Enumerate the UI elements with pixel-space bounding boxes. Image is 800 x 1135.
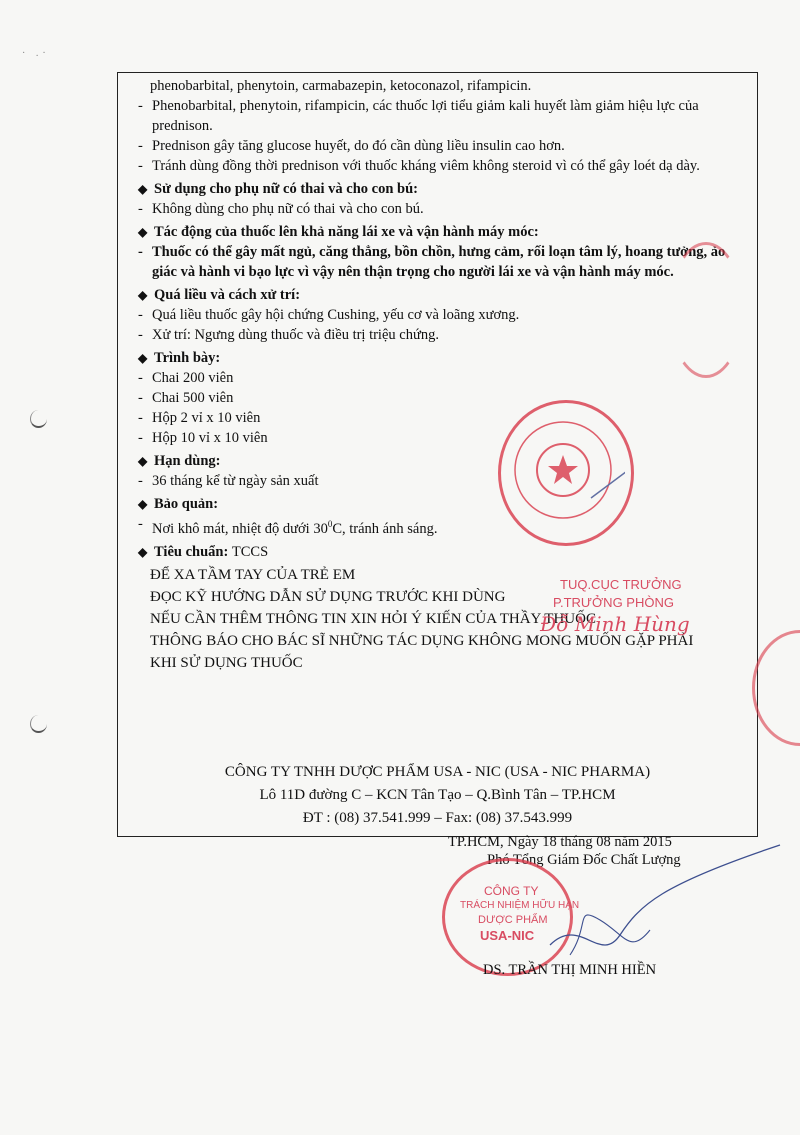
heading-presentation: ◆ Trình bày: [138,350,221,366]
company-address: Lô 11D đường C – KCN Tân Tạo – Q.Bình Tân – TP.HCM [259,787,616,803]
company-seal-line4: USA-NIC [480,928,535,943]
list-item: - Hộp 2 vỉ x 10 viên [138,410,261,426]
list-item: - Thuốc có thể gây mất ngủ, căng thẳng, bồn chồn, hưng cảm, rối loạn tâm lý, hoang tưởng, ảo giác và hành vi bạo lực vì vậy nên thận trọng cho người lái xe và vận hành máy móc. [138,244,726,280]
heading-overdose: ◆ Quá liều và cách xử trí: [138,287,301,303]
company-seal-line2: TRÁCH NHIỆM HỮU HẠN [460,900,580,911]
partial-seal-edge [752,630,800,746]
heading-standard: ◆ Tiêu chuẩn: TCCS [138,543,269,560]
warning-line: NẾU CẦN THÊM THÔNG TIN XIN HỎI Ý KIẾN CỦA THẦY THUỐC [150,610,596,627]
list-item: - Chai 200 viên [138,370,234,386]
list-item: - 36 tháng kể từ ngày sản xuất [138,473,319,489]
interaction-item: - Prednison gây tăng glucose huyết, do đó cần dùng liều insulin cao hơn. [138,138,565,154]
approval-line1: TUQ.CỤC TRƯỞNG [560,577,682,592]
ministry-seal [498,400,634,546]
warning-line: THÔNG BÁO CHO BÁC SĨ NHỮNG TÁC DỤNG KHÔNG MONG MUỐN GẶP PHẢI [150,632,694,649]
signature-date: TP.HCM, Ngày 18 tháng 08 năm 2015 [448,834,672,850]
list-item: - Nơi khô mát, nhiệt độ dưới $30^0C$, tránh ánh sáng. [138,516,438,537]
corner-mark: · .· [22,48,50,59]
signature-name: DS. TRẦN THỊ MINH HIỀN [483,962,657,978]
diamond-bullet-icon: ◆ [138,544,148,559]
signature-title: Phó Tổng Giám Đốc Chất Lượng [487,852,681,868]
diamond-bullet-icon: ◆ [138,225,148,239]
list-item: - Quá liều thuốc gây hội chứng Cushing, yếu cơ và loãng xương. [138,307,520,323]
heading-pregnancy: ◆ Sử dụng cho phụ nữ có thai và cho con bú: [138,181,418,197]
diamond-bullet-icon: ◆ [138,182,148,196]
company-seal-line1: CÔNG TY [484,884,539,898]
warning-line: ĐỌC KỸ HƯỚNG DẪN SỬ DỤNG TRƯỚC KHI DÙNG [150,588,506,605]
interaction-line-cont: phenobarbital, phenytoin, carmabazepin, ketoconazol, rifampicin. [150,78,532,94]
interaction-item: - Phenobarbital, phenytoin, rifampicin, các thuốc lợi tiểu giảm kali huyết làm giảm hiệu lực của prednison. [138,98,699,134]
approval-signer: Đỗ Minh Hùng [540,612,690,636]
approval-line2: P.TRƯỞNG PHÒNG [553,595,674,610]
heading-storage: ◆ Bảo quản: [138,496,219,512]
diamond-bullet-icon: ◆ [138,454,148,468]
diamond-bullet-icon: ◆ [138,497,148,511]
list-item: - Không dùng cho phụ nữ có thai và cho con bú. [138,201,424,217]
warning-line: KHI SỬ DỤNG THUỐC [150,654,303,671]
partial-seal [668,242,744,378]
company-name: CÔNG TY TNHH DƯỢC PHẨM USA - NIC (USA - NIC PHARMA) [224,764,651,780]
ministry-seal-emblem-icon [501,403,625,537]
list-item: - Chai 500 viên [138,390,234,406]
punch-hole-top [30,410,47,428]
signature-scribble-icon [540,825,790,975]
heading-driving: ◆ Tác động của thuốc lên khả năng lái xe và vận hành máy móc: [138,224,539,240]
interaction-item: - Tránh dùng đồng thời prednison với thuốc kháng viêm không steroid vì có thể gây loét dạ dày. [138,158,700,174]
list-item: - Hộp 10 vỉ x 10 viên [138,430,268,446]
heading-expiry: ◆ Hạn dùng: [138,453,221,469]
diamond-bullet-icon: ◆ [138,288,148,302]
company-phone: ĐT : (08) 37.541.999 – Fax: (08) 37.543.999 [302,810,573,826]
list-item: - Xử trí: Ngưng dùng thuốc và điều trị triệu chứng. [138,327,439,343]
company-seal-line3: DƯỢC PHẨM [478,914,548,926]
warning-line: ĐỂ XA TẦM TAY CỦA TRẺ EM [150,566,356,583]
punch-hole-bottom [30,715,47,733]
diamond-bullet-icon: ◆ [138,351,148,365]
